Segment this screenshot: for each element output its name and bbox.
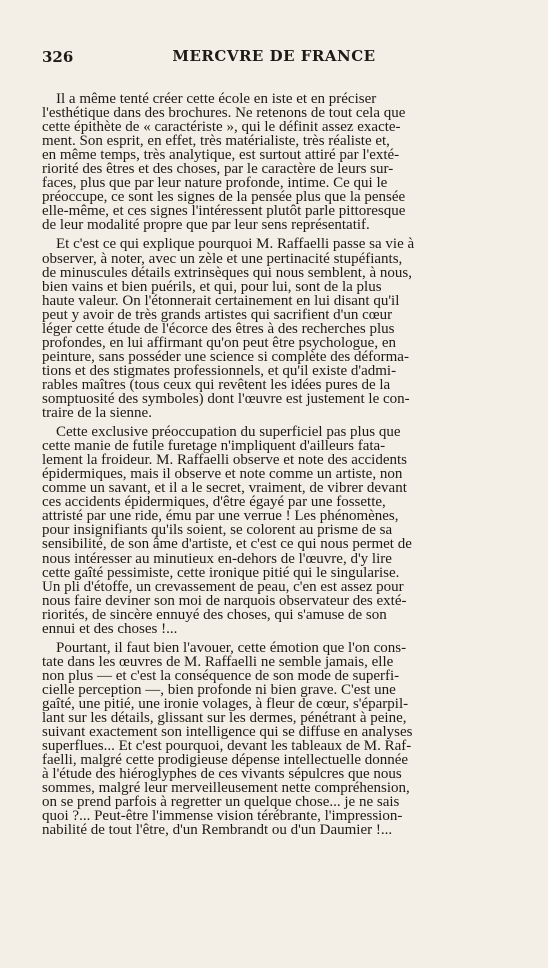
text-line: de leur modalité propre que par leur sens représentatif. <box>42 218 370 233</box>
text-line: gaîté, une pitié, une ironie volages, à fleur de cœur, s'éparpil- <box>42 696 409 712</box>
text-line: sommes, malgré leur merveilleusement nette compréhension, <box>42 781 410 796</box>
text-line: tions et des stigmates professionnels, et qu'il existe d'admi- <box>42 363 397 378</box>
text-line: observer, à noter, avec un zèle et une pertinacité stupéfiants, <box>42 251 403 266</box>
text-line: peut y avoir de très grands artistes qui sacrifient d'un cœur <box>42 307 393 322</box>
text-line: rables maîtres (tous ceux qui revêtent les idées pures de la <box>42 377 391 392</box>
text-line: l'esthétique dans des brochures. Ne retenons de tout cela que <box>42 106 406 121</box>
text-line: profondes, en lui affirmant qu'on peut être psychologue, en <box>42 335 396 350</box>
text-line: faces, plus que par leur nature profonde, intime. Ce qui le <box>42 176 388 191</box>
text-line: cette épithète de « caractériste », qui le définit assez exacte- <box>42 120 401 135</box>
text-line: préoccupe, ce sont les signes de la pensée plus que la pensée <box>42 190 406 205</box>
text-line: quoi ?... Peut-être l'immense vision térébrante, l'impression- <box>42 809 403 824</box>
text-line: non plus — et c'est la conséquence de son mode de superfi- <box>42 668 400 683</box>
text-line: faelli, malgré cette prodigieuse dépense intellectuelle donnée <box>42 753 409 768</box>
text-line: ces accidents épidermiques, d'être égayé par une fossette, <box>42 495 386 510</box>
text-line: superflues... Et c'est pourquoi, devant les tableaux de M. Raf- <box>42 739 412 754</box>
running-head: MERCVRE DE FRANCE <box>172 47 376 65</box>
text-line: riorité des êtres et des choses, par le caractère de leurs sur- <box>42 162 394 177</box>
text-line: traire de la sienne. <box>42 406 152 421</box>
text-line: cette gaîté pessimiste, cette ironique pitié qui le singularise. <box>42 565 400 580</box>
text-line: à l'étude des hiéroglyphes de ces vivants sépulcres que nous <box>42 767 402 782</box>
page-number: 326 <box>42 48 74 66</box>
text-line: attristé par une ride, ému par une verrue ! Les phénomènes, <box>42 509 399 524</box>
text-line: elle-même, et ces signes l'intéressent plutôt parle pittoresque <box>42 204 406 219</box>
text-line: comme un savant, et il a le secret, vraiment, de vibrer devant <box>42 481 407 496</box>
text-line: ennui et des choses !... <box>42 621 178 636</box>
body-text <box>42 92 498 837</box>
text-line: de minuscules détails extrinsèques qui nous semblent, à nous, <box>42 265 412 280</box>
text-line: Il a même tenté créer cette école en iste et en préciser <box>56 92 377 107</box>
text-line: lant sur les détails, glissant sur les dermes, pénétrant à peine, <box>42 711 407 726</box>
text-line: nous faire deviner son moi de narquois observateur des exté- <box>42 593 407 608</box>
text-line: Cette exclusive préoccupation du superficiel pas plus que <box>56 425 401 440</box>
text-line: ment. Son esprit, en effet, très matérialiste, très réaliste et, <box>42 134 390 149</box>
paragraph-3 <box>42 425 498 636</box>
text-line: cette manie de futile furetage n'impliquent d'ailleurs fata- <box>42 439 386 454</box>
text-line: haute valeur. On l'étonnerait certainement en lui disant qu'il <box>42 293 400 308</box>
text-line: tate dans les œuvres de M. Raffaelli ne semble jamais, elle <box>42 654 394 669</box>
text-line: somptuosité des symboles) dont l'œuvre est justement le con- <box>42 391 410 407</box>
text-line: nabilité de tout l'être, d'un Rembrandt ou d'un Daumier !... <box>42 823 393 838</box>
text-line: riorités, de sincère ennuyé des choses, qui s'amuse de son <box>42 607 387 622</box>
text-line: peinture, sans posséder une science si complète des déforma- <box>42 349 409 364</box>
paragraph-1 <box>42 92 498 232</box>
text-line: suivant exactement son intelligence qui se diffuse en analyses <box>42 725 413 740</box>
text-line: Et c'est ce qui explique pourquoi M. Raffaelli passe sa vie à <box>56 237 415 252</box>
paragraph-4 <box>42 641 498 838</box>
text-line: nous intéresser au minutieux en-dehors de l'œuvre, d'y lire <box>42 551 392 566</box>
text-line: Un pli d'étoffe, un crevassement de peau, c'en est assez pour <box>42 579 404 594</box>
text-line: sensibilité, de son âme d'artiste, et c'est ce qui nous permet de <box>42 537 412 552</box>
text-line: Pourtant, il faut bien l'avouer, cette émotion que l'on cons- <box>56 640 407 655</box>
text-line: cielle perception —, bien profonde ni bien grave. C'est une <box>42 682 396 697</box>
text-line: épidermiques, mais il observe et note comme un artiste, non <box>42 467 403 482</box>
text-line: pour insignifiants qu'ils soient, se colorent au prisme de sa <box>42 523 393 538</box>
text-line: léger cette étude de l'écorce des êtres à des recherches plus <box>42 321 395 336</box>
text-line: on se prend parfois à regretter un quelque chose... je ne sais <box>42 795 400 810</box>
text-line: bien vains et bien puérils, et qui, pour lui, sont de la plus <box>42 279 382 294</box>
text-line: en même temps, très analytique, est surtout attiré par l'exté- <box>42 148 400 163</box>
paragraph-2 <box>42 237 498 420</box>
text-line: lement la froideur. M. Raffaelli observe et note des accidents <box>42 453 408 468</box>
